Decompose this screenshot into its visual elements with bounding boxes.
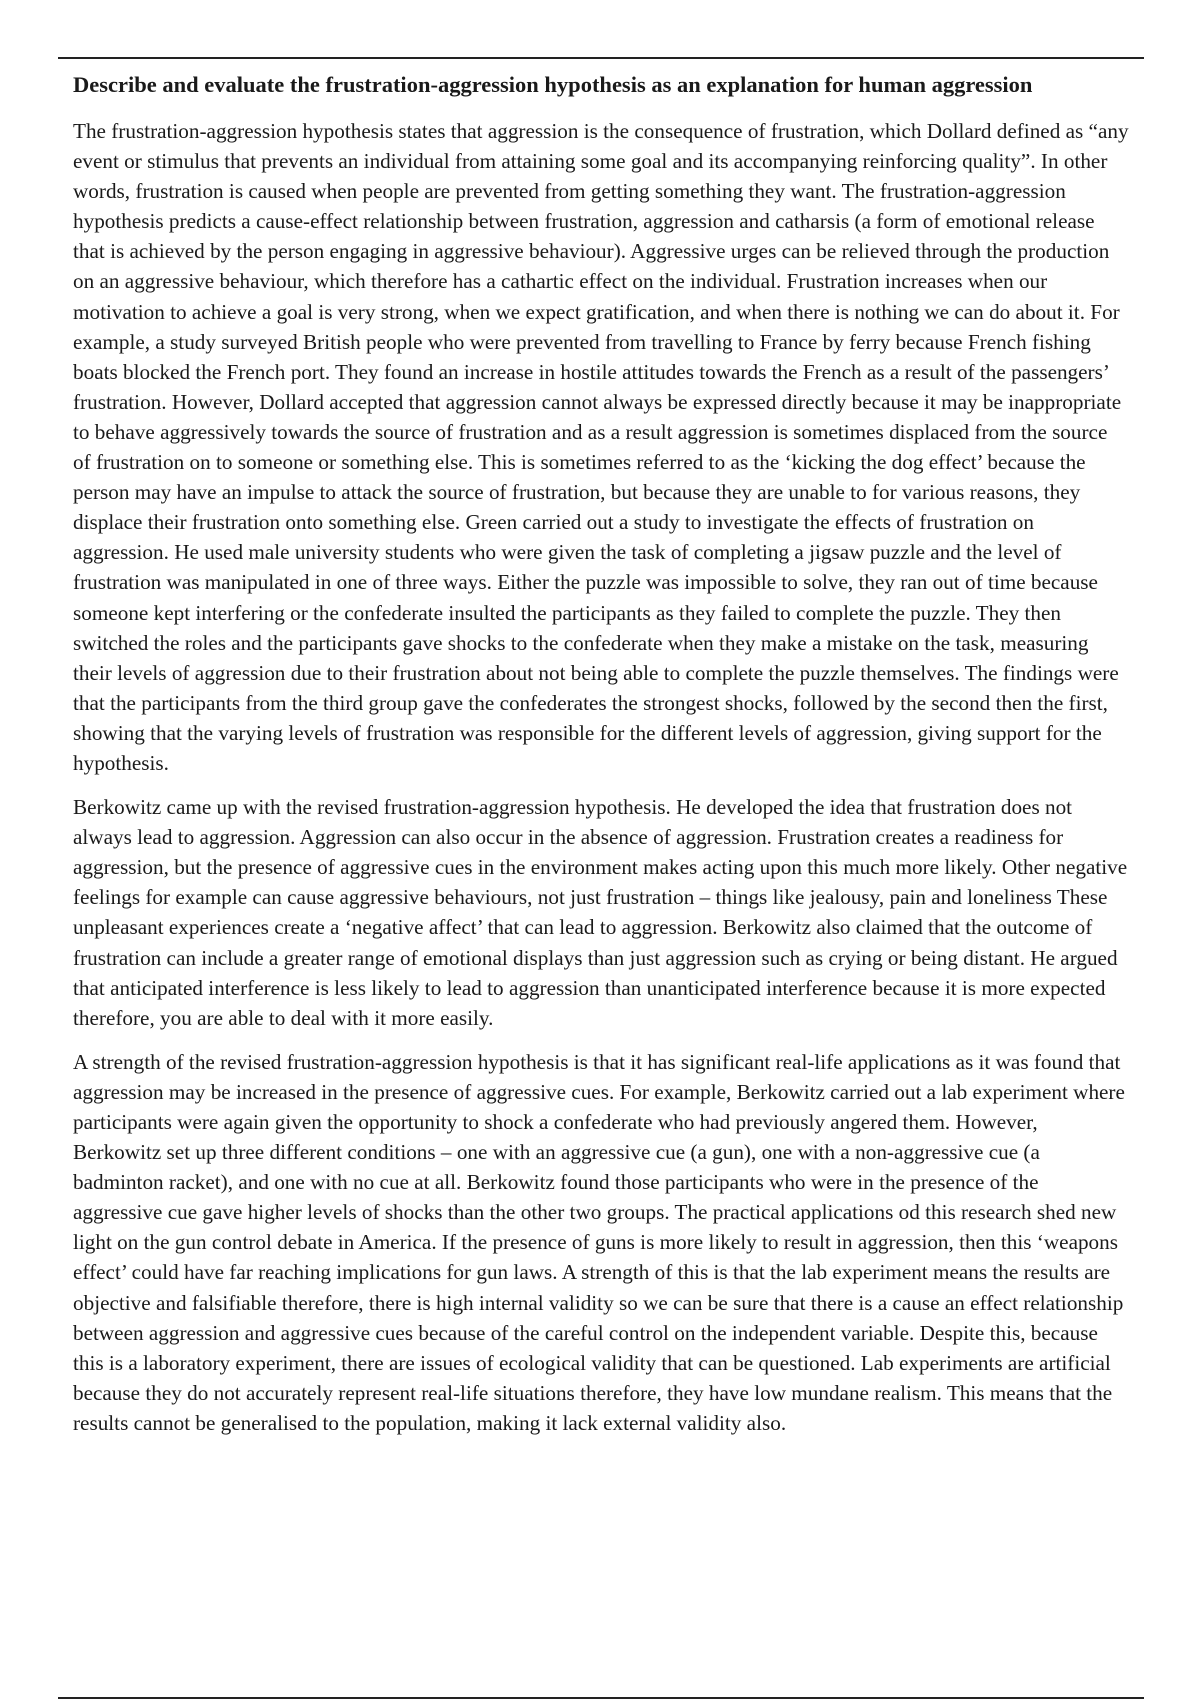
essay-title: Describe and evaluate the frustration-aggression hypothesis as an explanation for human aggression <box>73 72 1033 97</box>
top-rule <box>58 57 1144 59</box>
essay-body <box>73 70 1130 1452</box>
paragraph-3: A strength of the revised frustration-aggression hypothesis is that it has significant real-life applications as it was found that aggression may be increased in the presence of aggressive cues. For example, Berkowitz carried out a lab experiment where participants were again given the opportunity to shock a confederate who had previously angered them. However, Berkowitz set up three different conditions – one with an aggressive cue (a gun), one with a non-aggressive cue (a badminton racket), and one with no cue at all. Berkowitz found those participants who were in the presence of the aggressive cue gave higher levels of shocks than the other two groups. The practical applications od this research shed new light on the gun control debate in America. If the presence of guns is more likely to result in aggression, then this ‘weapons effect’ could have far reaching implications for gun laws. A strength of this is that the lab experiment means the results are objective and falsifiable therefore, there is high internal validity so we can be sure that there is a cause an effect relationship between aggression and aggressive cues because of the careful control on the independent variable. Despite this, because this is a laboratory experiment, there are issues of ecological validity that can be questioned. Lab experiments are artificial because they do not accurately represent real-life situations therefore, they have low mundane realism. This means that the results cannot be generalised to the population, making it lack external validity also. <box>73 1049 1125 1435</box>
paragraph-1: The frustration-aggression hypothesis states that aggression is the consequence of frustration, which Dollard defined as “any event or stimulus that prevents an individual from attaining some goal and its accompanying reinforcing quality”. In other words, frustration is caused when people are prevented from getting something they want. The frustration-aggression hypothesis predicts a cause-effect relationship between frustration, aggression and catharsis (a form of emotional release that is achieved by the person engaging in aggressive behaviour). Aggressive urges can be relieved through the production on an aggressive behaviour, which therefore has a cathartic effect on the individual. Frustration increases when our motivation to achieve a goal is very strong, when we expect gratification, and when there is nothing we can do about it. For example, a study surveyed British people who were prevented from travelling to France by ferry because French fishing boats blocked the French port. They found an increase in hostile attitudes towards the French as a result of the passengers’ frustration. However, Dollard accepted that aggression cannot always be expressed directly because it may be inappropriate to behave aggressively towards the source of frustration and as a result aggression is sometimes displaced from the source of frustration on to someone or something else. This is sometimes referred to as the ‘kicking the dog effect’ because the person may have an impulse to attack the source of frustration, but because they are unable to for various reasons, they displace their frustration onto something else. Green carried out a study to investigate the effects of frustration on aggression. He used male university students who were given the task of completing a jigsaw puzzle and the level of frustration was manipulated in one of three ways. Either the puzzle was impossible to solve, they ran out of time because someone kept interfering or the confederate insulted the participants as they failed to complete the puzzle. They then switched the roles and the participants gave shocks to the confederate when they make a mistake on the task, measuring their levels of aggression due to their frustration about not being able to complete the puzzle themselves. The findings were that the participants from the third group gave the confederates the strongest shocks, followed by the second then the first, showing that the varying levels of frustration was responsible for the different levels of aggression, giving support for the hypothesis. <box>73 119 1129 775</box>
bottom-rule <box>58 1697 1144 1699</box>
paragraph-2: Berkowitz came up with the revised frustration-aggression hypothesis. He developed the idea that frustration does not always lead to aggression. Aggression can also occur in the absence of aggression. Frustration creates a readiness for aggression, but the presence of aggressive cues in the environment makes acting upon this much more likely. Other negative feelings for example can cause aggressive behaviours, not just frustration – things like jealousy, pain and loneliness These unpleasant experiences create a ‘negative affect’ that can lead to aggression. Berkowitz also claimed that the outcome of frustration can include a greater range of emotional displays than just aggression such as crying or being distant. He argued that anticipated interference is less likely to lead to aggression than unanticipated interference because it is more expected therefore, you are able to deal with it more easily. <box>73 795 1128 1030</box>
